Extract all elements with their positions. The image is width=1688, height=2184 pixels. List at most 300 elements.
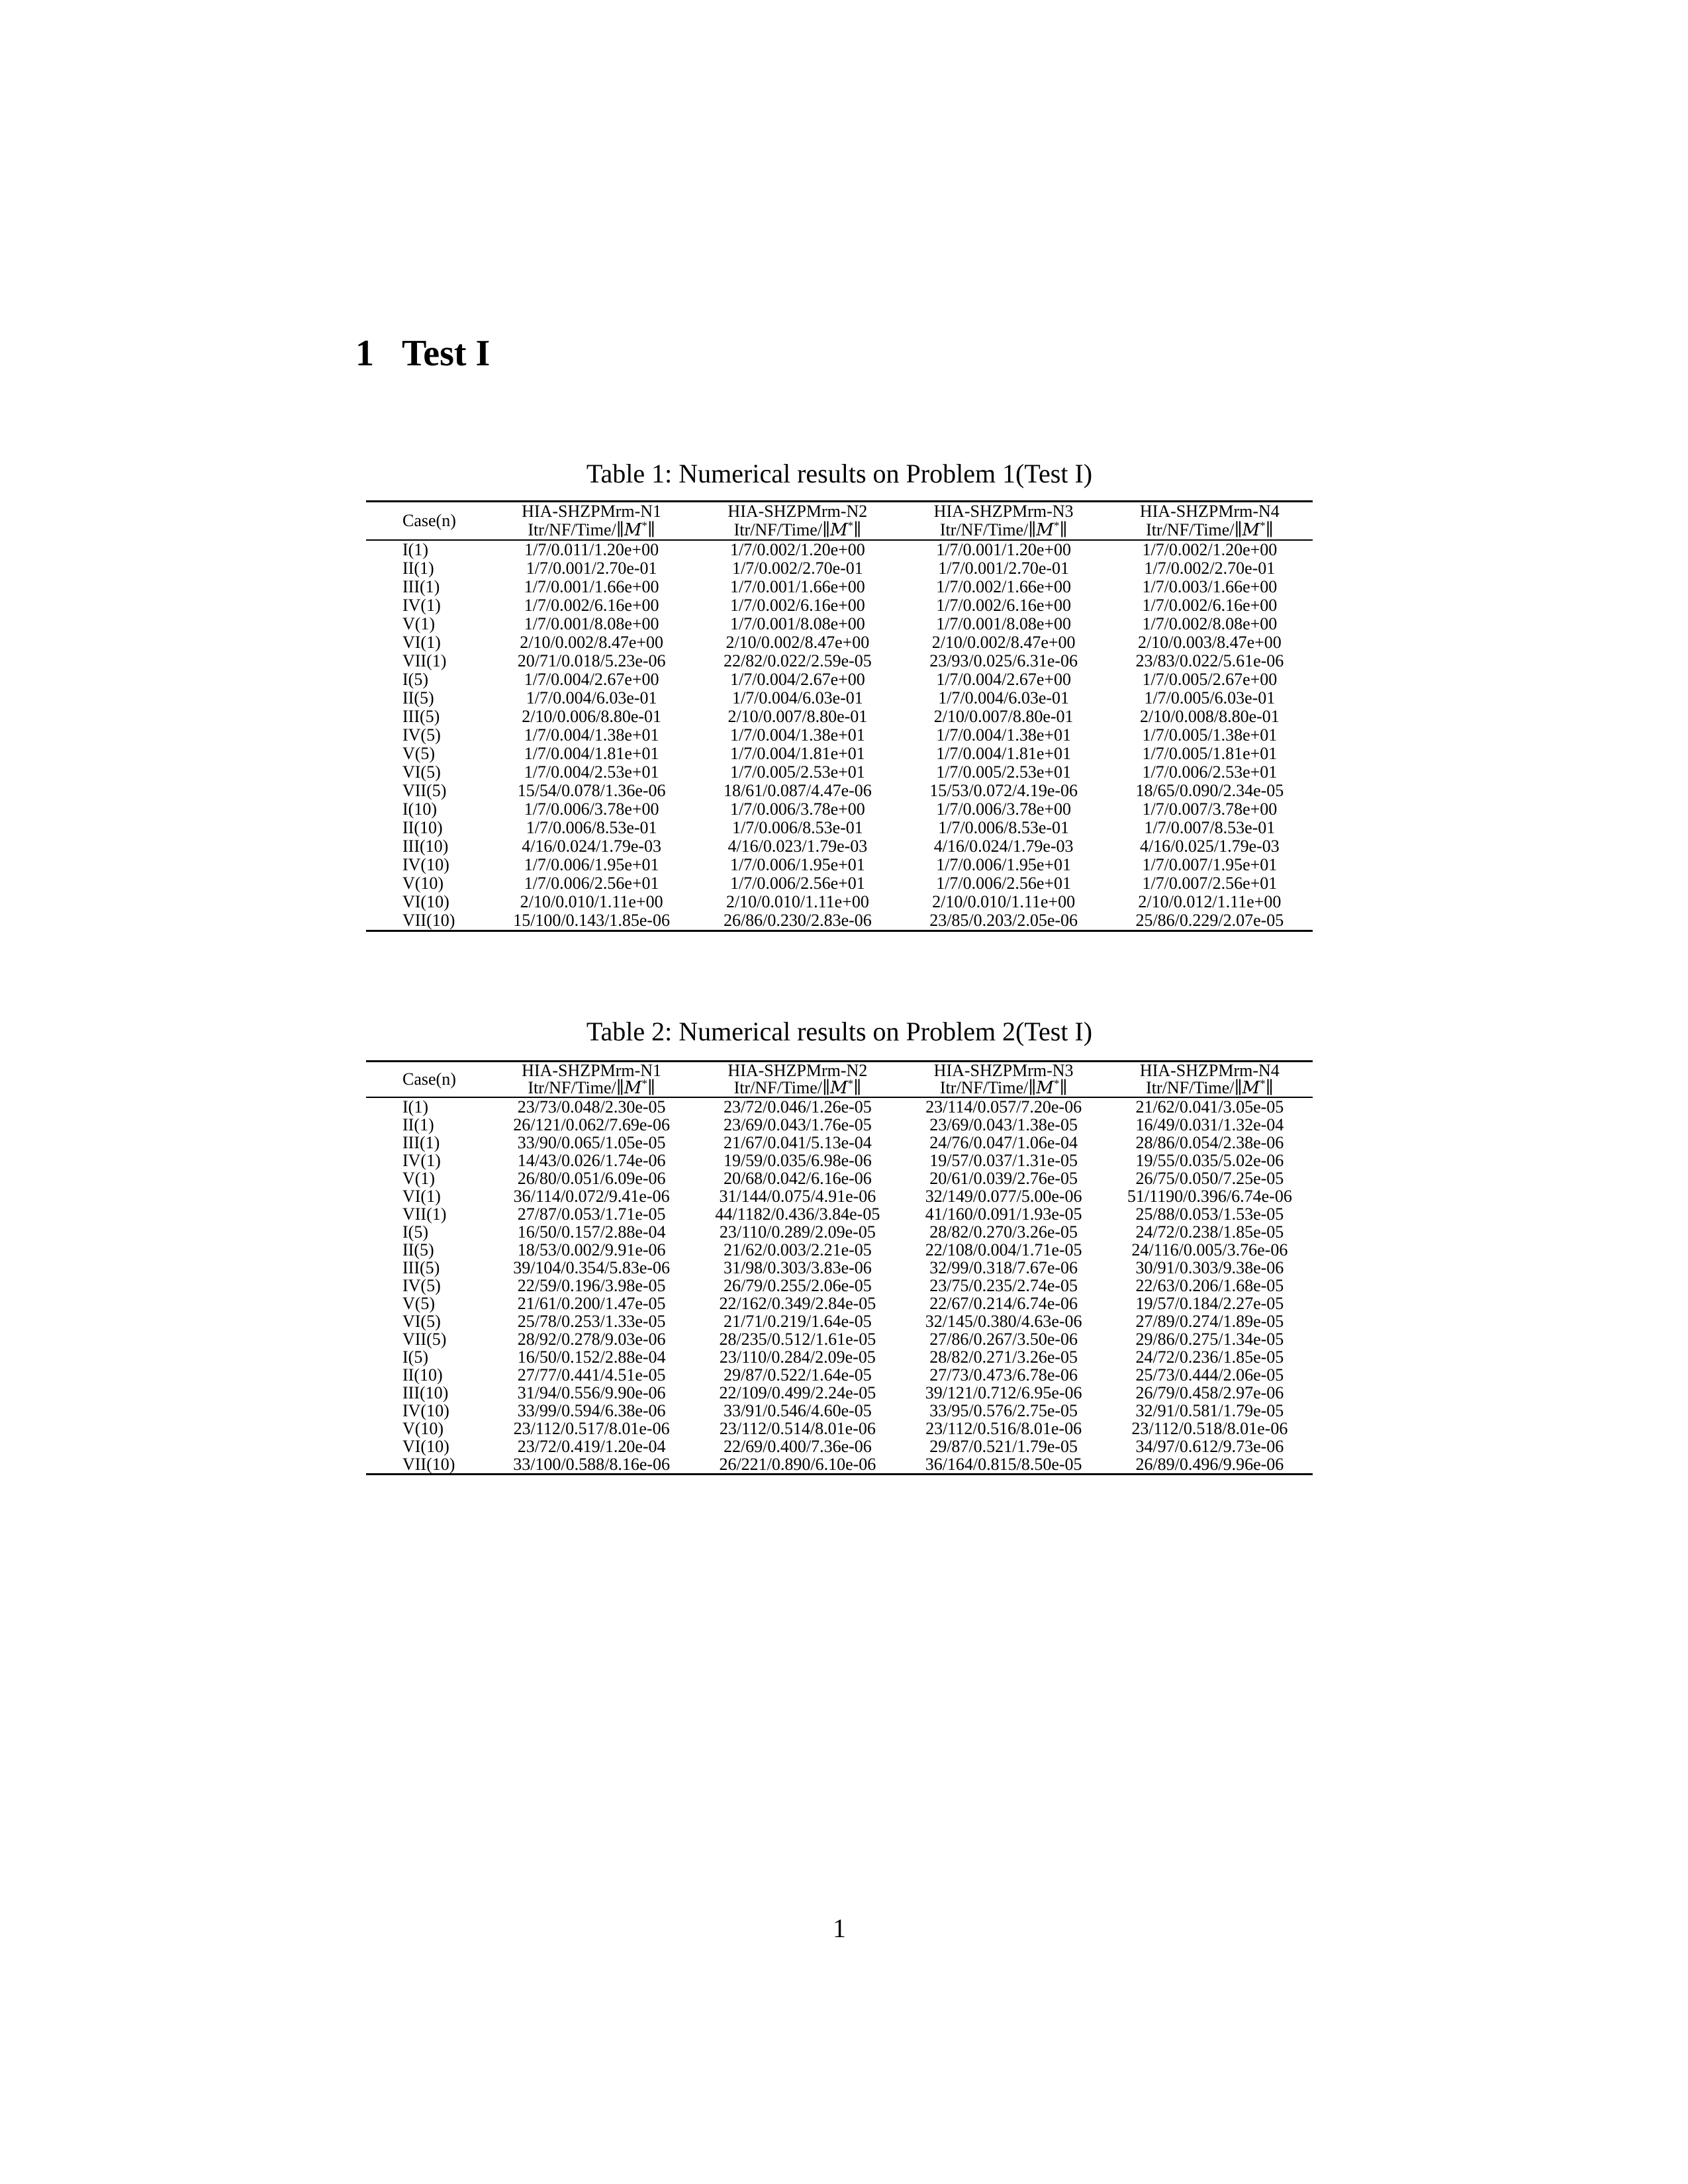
subheader-suffix: ∥ — [1265, 520, 1274, 539]
result-cell: 32/149/0.077/5.00e-06 — [925, 1187, 1082, 1206]
calligraphic-m: M — [830, 520, 848, 540]
result-cell: 22/109/0.499/2.24e-05 — [719, 1383, 876, 1402]
table-row — [366, 745, 1313, 763]
table-row — [366, 1348, 1313, 1366]
case-cell: VII(5) — [402, 1330, 447, 1349]
calligraphic-m: M — [830, 1078, 848, 1098]
result-cell: 1/7/0.006/8.53e-01 — [731, 818, 863, 837]
result-cell: 15/54/0.078/1.36e-06 — [517, 781, 666, 800]
superscript-star: * — [641, 1077, 647, 1090]
metric-subheader — [1107, 521, 1313, 540]
subheader-prefix: Itr/NF/Time/∥ — [528, 520, 624, 539]
result-cell: 33/91/0.546/4.60e-05 — [723, 1401, 872, 1420]
method-header-n2: HIA-SHZPMrm-N2 — [727, 502, 868, 521]
result-cell: 15/53/0.072/4.19e-06 — [929, 781, 1078, 800]
section-heading — [355, 332, 490, 375]
result-cell: 1/7/0.004/2.53e+01 — [524, 762, 659, 782]
result-cell: 31/98/0.303/3.83e-06 — [723, 1258, 872, 1277]
result-cell: 23/73/0.048/2.30e-05 — [517, 1097, 666, 1116]
table-row — [366, 615, 1313, 633]
result-cell: 26/79/0.255/2.06e-05 — [723, 1276, 872, 1295]
metric-subheader — [694, 521, 900, 540]
case-cell: VI(5) — [402, 762, 441, 782]
result-cell: 2/10/0.007/8.80e-01 — [727, 707, 868, 726]
result-cell: 1/7/0.001/1.20e+00 — [936, 540, 1072, 559]
case-cell: V(5) — [402, 744, 436, 763]
table2-body — [366, 1097, 1313, 1475]
result-cell: 24/116/0.005/3.76e-06 — [1131, 1240, 1288, 1259]
result-cell: 1/7/0.002/6.16e+00 — [1142, 596, 1278, 615]
table-row — [366, 578, 1313, 596]
result-cell: 41/160/0.091/1.93e-05 — [925, 1205, 1082, 1224]
case-cell: IV(1) — [402, 1151, 441, 1170]
result-cell: 25/73/0.444/2.06e-05 — [1135, 1365, 1284, 1385]
case-cell: II(1) — [402, 559, 434, 578]
method-header-n4: HIA-SHZPMrm-N4 — [1139, 1061, 1280, 1080]
superscript-star: * — [1053, 1077, 1060, 1090]
result-cell: 32/145/0.380/4.63e-06 — [925, 1312, 1082, 1331]
result-cell: 2/10/0.012/1.11e+00 — [1138, 892, 1282, 911]
case-column-header: Case(n) — [366, 1062, 489, 1098]
calligraphic-m: M — [1242, 1078, 1260, 1098]
result-cell: 34/97/0.612/9.73e-06 — [1135, 1437, 1284, 1456]
case-cell: I(1) — [402, 540, 428, 559]
subheader-prefix: Itr/NF/Time/∥ — [733, 1078, 831, 1097]
result-cell: 1/7/0.007/2.56e+01 — [1142, 874, 1278, 893]
result-cell: 1/7/0.001/1.66e+00 — [729, 577, 865, 596]
result-cell: 1/7/0.002/1.66e+00 — [936, 577, 1072, 596]
case-cell: I(5) — [402, 1347, 428, 1367]
case-cell: VII(10) — [402, 911, 455, 930]
result-cell: 23/110/0.289/2.09e-05 — [719, 1222, 876, 1242]
result-cell: 1/7/0.005/2.53e+01 — [729, 762, 865, 782]
case-cell: IV(5) — [402, 725, 441, 745]
subheader-suffix: ∥ — [1265, 1078, 1274, 1097]
result-cell: 21/67/0.041/5.13e-04 — [723, 1133, 872, 1152]
table-row — [366, 1187, 1313, 1205]
result-cell: 14/43/0.026/1.74e-06 — [517, 1151, 666, 1170]
result-cell: 27/86/0.267/3.50e-06 — [929, 1330, 1078, 1349]
table-row — [366, 837, 1313, 856]
calligraphic-m: M — [1036, 1078, 1054, 1098]
result-cell: 19/55/0.035/5.02e-06 — [1135, 1151, 1284, 1170]
method-header-n2: HIA-SHZPMrm-N2 — [727, 1061, 868, 1080]
result-cell: 26/80/0.051/6.09e-06 — [517, 1169, 666, 1188]
table-row — [366, 1402, 1313, 1420]
result-cell: 23/72/0.046/1.26e-05 — [723, 1097, 872, 1116]
case-cell: III(1) — [402, 577, 440, 596]
table2-caption: Table 2: Numerical results on Problem 2(Test I) — [586, 1017, 1093, 1046]
result-cell: 2/10/0.010/1.11e+00 — [932, 892, 1076, 911]
result-cell: 23/110/0.284/2.09e-05 — [719, 1347, 876, 1367]
result-cell: 23/112/0.518/8.01e-06 — [1131, 1419, 1288, 1438]
table-row — [366, 1277, 1313, 1295]
table-row — [366, 726, 1313, 745]
case-cell: V(5) — [402, 1294, 436, 1313]
case-cell: III(5) — [402, 1258, 440, 1277]
result-cell: 23/75/0.235/2.74e-05 — [929, 1276, 1078, 1295]
method-header-n1: HIA-SHZPMrm-N1 — [522, 1061, 662, 1080]
table-row — [366, 1097, 1313, 1116]
result-cell: 1/7/0.001/1.66e+00 — [524, 577, 659, 596]
case-cell: I(5) — [402, 1222, 428, 1242]
calligraphic-m: M — [624, 520, 642, 540]
table2-header — [366, 1062, 1313, 1098]
result-cell: 39/104/0.354/5.83e-06 — [513, 1258, 671, 1277]
table-row — [366, 1134, 1313, 1152]
result-cell: 2/10/0.010/1.11e+00 — [520, 892, 663, 911]
table-row — [366, 1259, 1313, 1277]
case-cell: V(10) — [402, 874, 444, 893]
case-cell: I(10) — [402, 799, 437, 819]
table-row — [366, 893, 1313, 911]
result-cell: 2/10/0.002/8.47e+00 — [726, 633, 870, 652]
table-row — [366, 1241, 1313, 1259]
subheader-prefix: Itr/NF/Time/∥ — [528, 1078, 624, 1097]
result-cell: 1/7/0.002/8.08e+00 — [1142, 614, 1278, 633]
result-cell: 1/7/0.002/2.70e-01 — [1144, 559, 1276, 578]
case-cell: V(10) — [402, 1419, 444, 1438]
result-cell: 2/10/0.010/1.11e+00 — [726, 892, 869, 911]
case-cell: IV(5) — [402, 1276, 441, 1295]
subheader-suffix: ∥ — [647, 1078, 655, 1097]
case-cell: II(5) — [402, 1240, 434, 1259]
result-cell: 22/59/0.196/3.98e-05 — [517, 1276, 666, 1295]
result-cell: 1/7/0.002/6.16e+00 — [936, 596, 1072, 615]
result-cell: 1/7/0.006/1.95e+01 — [729, 855, 865, 874]
result-cell: 22/162/0.349/2.84e-05 — [719, 1294, 876, 1313]
result-cell: 33/95/0.576/2.75e-05 — [929, 1401, 1078, 1420]
result-cell: 2/10/0.002/8.47e+00 — [931, 633, 1076, 652]
case-column-header: Case(n) — [366, 502, 489, 541]
subheader-suffix: ∥ — [853, 520, 862, 539]
table-row — [366, 800, 1313, 819]
superscript-star: * — [1260, 519, 1266, 532]
case-cell: III(5) — [402, 707, 440, 726]
result-cell: 26/75/0.050/7.25e-05 — [1135, 1169, 1284, 1188]
method-header-n4: HIA-SHZPMrm-N4 — [1139, 502, 1280, 521]
result-cell: 1/7/0.006/8.53e-01 — [526, 818, 657, 837]
table-row — [366, 1295, 1313, 1312]
result-cell: 23/112/0.516/8.01e-06 — [925, 1419, 1082, 1438]
section-number: 1 — [355, 333, 374, 374]
result-cell: 1/7/0.006/2.56e+01 — [936, 874, 1072, 893]
table-row — [366, 670, 1313, 689]
table-row — [366, 652, 1313, 670]
result-cell: 26/89/0.496/9.96e-06 — [1135, 1455, 1284, 1474]
table-row — [366, 1366, 1313, 1384]
table1-body — [366, 540, 1313, 931]
table1 — [366, 500, 1313, 932]
result-cell: 1/7/0.006/2.56e+01 — [524, 874, 659, 893]
result-cell: 31/144/0.075/4.91e-06 — [719, 1187, 876, 1206]
metric-subheader — [901, 1079, 1107, 1097]
method-header-n3: HIA-SHZPMrm-N3 — [933, 1061, 1074, 1080]
method-header-n1: HIA-SHZPMrm-N1 — [522, 502, 662, 521]
case-cell: VII(1) — [402, 651, 447, 670]
case-cell: VI(1) — [402, 633, 441, 652]
result-cell: 1/7/0.004/1.38e+01 — [729, 725, 865, 745]
result-cell: 1/7/0.007/3.78e+00 — [1142, 799, 1278, 819]
result-cell: 1/7/0.001/2.70e-01 — [526, 559, 657, 578]
result-cell: 25/78/0.253/1.33e-05 — [517, 1312, 666, 1331]
result-cell: 16/50/0.152/2.88e-04 — [517, 1347, 666, 1367]
result-cell: 2/10/0.003/8.47e+00 — [1137, 633, 1282, 652]
superscript-star: * — [641, 519, 647, 532]
case-cell: VI(5) — [402, 1312, 441, 1331]
result-cell: 23/85/0.203/2.05e-06 — [929, 911, 1078, 930]
subheader-suffix: ∥ — [647, 520, 655, 539]
result-cell: 4/16/0.024/1.79e-03 — [933, 837, 1074, 856]
case-cell: II(1) — [402, 1115, 434, 1134]
metric-subheader — [489, 521, 694, 540]
result-cell: 1/7/0.005/6.03e-01 — [1144, 688, 1276, 707]
result-cell: 4/16/0.025/1.79e-03 — [1139, 837, 1280, 856]
calligraphic-m: M — [1036, 520, 1054, 540]
result-cell: 24/72/0.238/1.85e-05 — [1135, 1222, 1284, 1242]
metric-subheader — [694, 1079, 900, 1097]
result-cell: 44/1182/0.436/3.84e-05 — [715, 1205, 880, 1224]
result-cell: 1/7/0.005/2.53e+01 — [936, 762, 1072, 782]
result-cell: 2/10/0.006/8.80e-01 — [522, 707, 662, 726]
table2-block — [366, 1018, 1313, 1475]
case-cell: III(10) — [402, 837, 449, 856]
table-row — [366, 1152, 1313, 1169]
result-cell: 21/61/0.200/1.47e-05 — [517, 1294, 666, 1313]
table1-header — [366, 502, 1313, 541]
result-cell: 36/114/0.072/9.41e-06 — [513, 1187, 670, 1206]
result-cell: 1/7/0.004/1.38e+01 — [936, 725, 1072, 745]
result-cell: 28/82/0.271/3.26e-05 — [929, 1347, 1078, 1367]
result-cell: 19/57/0.184/2.27e-05 — [1135, 1294, 1284, 1313]
result-cell: 23/72/0.419/1.20e-04 — [517, 1437, 666, 1456]
result-cell: 33/99/0.594/6.38e-06 — [517, 1401, 666, 1420]
result-cell: 28/86/0.054/2.38e-06 — [1135, 1133, 1284, 1152]
result-cell: 18/65/0.090/2.34e-05 — [1135, 781, 1284, 800]
result-cell: 24/76/0.047/1.06e-04 — [929, 1133, 1078, 1152]
result-cell: 21/62/0.003/2.21e-05 — [723, 1240, 872, 1259]
case-cell: III(10) — [402, 1383, 449, 1402]
case-cell: III(1) — [402, 1133, 440, 1152]
result-cell: 23/112/0.517/8.01e-06 — [513, 1419, 670, 1438]
metric-subheader — [1107, 1079, 1313, 1097]
subheader-prefix: Itr/NF/Time/∥ — [1146, 520, 1243, 539]
result-cell: 31/94/0.556/9.90e-06 — [517, 1383, 666, 1402]
result-cell: 16/50/0.157/2.88e-04 — [517, 1222, 666, 1242]
result-cell: 32/99/0.318/7.67e-06 — [929, 1258, 1078, 1277]
table-row — [366, 782, 1313, 800]
result-cell: 36/164/0.815/8.50e-05 — [925, 1455, 1082, 1474]
result-cell: 16/49/0.031/1.32e-04 — [1135, 1115, 1284, 1134]
table-row — [366, 596, 1313, 615]
table-row — [366, 559, 1313, 578]
result-cell: 33/90/0.065/1.05e-05 — [517, 1133, 666, 1152]
table-row — [366, 1205, 1313, 1223]
table-row — [366, 707, 1313, 726]
case-cell: II(5) — [402, 688, 434, 707]
table1-block — [366, 460, 1313, 932]
result-cell: 20/68/0.042/6.16e-06 — [723, 1169, 872, 1188]
result-cell: 1/7/0.004/2.67e+00 — [936, 670, 1072, 689]
case-cell: IV(10) — [402, 1401, 449, 1420]
table-row — [366, 1437, 1313, 1455]
result-cell: 51/1190/0.396/6.74e-06 — [1127, 1187, 1292, 1206]
result-cell: 27/73/0.473/6.78e-06 — [929, 1365, 1078, 1385]
result-cell: 19/57/0.037/1.31e-05 — [929, 1151, 1078, 1170]
table-row — [366, 819, 1313, 837]
result-cell: 2/10/0.002/8.47e+00 — [520, 633, 664, 652]
result-cell: 23/69/0.043/1.76e-05 — [723, 1115, 872, 1134]
result-cell: 22/63/0.206/1.68e-05 — [1135, 1276, 1284, 1295]
result-cell: 15/100/0.143/1.85e-06 — [513, 911, 671, 930]
result-cell: 1/7/0.006/1.95e+01 — [524, 855, 659, 874]
result-cell: 1/7/0.006/1.95e+01 — [936, 855, 1072, 874]
result-cell: 1/7/0.007/1.95e+01 — [1142, 855, 1278, 874]
subheader-prefix: Itr/NF/Time/∥ — [1146, 1078, 1243, 1097]
result-cell: 23/93/0.025/6.31e-06 — [929, 651, 1078, 670]
superscript-star: * — [847, 519, 854, 532]
result-cell: 25/86/0.229/2.07e-05 — [1135, 911, 1284, 930]
result-cell: 32/91/0.581/1.79e-05 — [1135, 1401, 1284, 1420]
result-cell: 29/86/0.275/1.34e-05 — [1135, 1330, 1284, 1349]
result-cell: 1/7/0.006/3.78e+00 — [729, 799, 865, 819]
table-row — [366, 1384, 1313, 1402]
table-row — [366, 1420, 1313, 1437]
result-cell: 26/86/0.230/2.83e-06 — [723, 911, 872, 930]
result-cell: 1/7/0.011/1.20e+00 — [524, 540, 659, 559]
case-cell: II(10) — [402, 818, 443, 837]
result-cell: 21/71/0.219/1.64e-05 — [723, 1312, 872, 1331]
result-cell: 22/67/0.214/6.74e-06 — [929, 1294, 1078, 1313]
result-cell: 28/235/0.512/1.61e-05 — [719, 1330, 876, 1349]
table-row — [366, 911, 1313, 931]
table-row — [366, 1169, 1313, 1187]
case-cell: VI(10) — [402, 1437, 449, 1456]
result-cell: 27/87/0.053/1.71e-05 — [517, 1205, 666, 1224]
table-row — [366, 1312, 1313, 1330]
result-cell: 18/61/0.087/4.47e-06 — [723, 781, 872, 800]
calligraphic-m: M — [624, 1078, 642, 1098]
table-row — [366, 689, 1313, 707]
result-cell: 1/7/0.003/1.66e+00 — [1142, 577, 1278, 596]
case-cell: VII(10) — [402, 1455, 455, 1474]
result-cell: 22/69/0.400/7.36e-06 — [723, 1437, 872, 1456]
result-cell: 20/61/0.039/2.76e-05 — [929, 1169, 1078, 1188]
result-cell: 1/7/0.002/6.16e+00 — [729, 596, 865, 615]
result-cell: 23/112/0.514/8.01e-06 — [719, 1419, 876, 1438]
result-cell: 1/7/0.004/2.67e+00 — [729, 670, 865, 689]
result-cell: 1/7/0.007/8.53e-01 — [1144, 818, 1276, 837]
result-cell: 23/83/0.022/5.61e-06 — [1135, 651, 1284, 670]
result-cell: 1/7/0.002/1.20e+00 — [1142, 540, 1278, 559]
result-cell: 2/10/0.007/8.80e-01 — [933, 707, 1074, 726]
table-row — [366, 540, 1313, 559]
result-cell: 4/16/0.024/1.79e-03 — [522, 837, 662, 856]
result-cell: 24/72/0.236/1.85e-05 — [1135, 1347, 1284, 1367]
result-cell: 28/92/0.278/9.03e-06 — [517, 1330, 666, 1349]
result-cell: 1/7/0.004/1.81e+01 — [729, 744, 865, 763]
result-cell: 30/91/0.303/9.38e-06 — [1135, 1258, 1284, 1277]
case-cell: IV(1) — [402, 596, 441, 615]
superscript-star: * — [1260, 1077, 1266, 1090]
result-cell: 1/7/0.004/1.38e+01 — [524, 725, 659, 745]
result-cell: 39/121/0.712/6.95e-06 — [925, 1383, 1082, 1402]
table2 — [366, 1060, 1313, 1475]
table-row — [366, 1116, 1313, 1134]
table-row — [366, 1223, 1313, 1241]
superscript-star: * — [1053, 519, 1060, 532]
result-cell: 2/10/0.008/8.80e-01 — [1139, 707, 1280, 726]
result-cell: 26/221/0.890/6.10e-06 — [719, 1455, 876, 1474]
result-cell: 1/7/0.004/1.81e+01 — [524, 744, 659, 763]
case-cell: V(1) — [402, 1169, 436, 1188]
result-cell: 23/114/0.057/7.20e-06 — [925, 1097, 1082, 1116]
result-cell: 23/69/0.043/1.38e-05 — [929, 1115, 1078, 1134]
table-row — [366, 856, 1313, 874]
result-cell: 27/77/0.441/4.51e-05 — [517, 1365, 666, 1385]
result-cell: 1/7/0.005/2.67e+00 — [1142, 670, 1278, 689]
result-cell: 28/82/0.270/3.26e-05 — [929, 1222, 1078, 1242]
result-cell: 22/108/0.004/1.71e-05 — [925, 1240, 1082, 1259]
superscript-star: * — [847, 1077, 854, 1090]
result-cell: 20/71/0.018/5.23e-06 — [517, 651, 666, 670]
case-cell: II(10) — [402, 1365, 443, 1385]
result-cell: 1/7/0.006/2.53e+01 — [1142, 762, 1278, 782]
result-cell: 29/87/0.522/1.64e-05 — [723, 1365, 872, 1385]
case-cell: I(5) — [402, 670, 428, 689]
result-cell: 25/88/0.053/1.53e-05 — [1135, 1205, 1284, 1224]
result-cell: 1/7/0.002/2.70e-01 — [731, 559, 863, 578]
result-cell: 26/121/0.062/7.69e-06 — [513, 1115, 671, 1134]
result-cell: 33/100/0.588/8.16e-06 — [513, 1455, 671, 1474]
result-cell: 1/7/0.004/6.03e-01 — [938, 688, 1070, 707]
result-cell: 21/62/0.041/3.05e-05 — [1135, 1097, 1284, 1116]
result-cell: 1/7/0.004/1.81e+01 — [936, 744, 1072, 763]
result-cell: 22/82/0.022/2.59e-05 — [723, 651, 872, 670]
case-cell: VII(5) — [402, 781, 447, 800]
table1-caption: Table 1: Numerical results on Problem 1(Test I) — [586, 459, 1093, 488]
result-cell: 27/89/0.274/1.89e-05 — [1135, 1312, 1284, 1331]
result-cell: 1/7/0.001/8.08e+00 — [729, 614, 865, 633]
result-cell: 19/59/0.035/6.98e-06 — [723, 1151, 872, 1170]
table-row — [366, 763, 1313, 782]
result-cell: 1/7/0.001/8.08e+00 — [524, 614, 659, 633]
table-row — [366, 874, 1313, 893]
result-cell: 1/7/0.005/1.81e+01 — [1142, 744, 1278, 763]
case-cell: VI(1) — [402, 1187, 441, 1206]
case-cell: V(1) — [402, 614, 436, 633]
result-cell: 29/87/0.521/1.79e-05 — [929, 1437, 1078, 1456]
result-cell: 1/7/0.004/2.67e+00 — [524, 670, 659, 689]
section-title: Test I — [402, 333, 491, 374]
method-header-n3: HIA-SHZPMrm-N3 — [933, 502, 1074, 521]
subheader-prefix: Itr/NF/Time/∥ — [733, 520, 831, 539]
table-row — [366, 1455, 1313, 1475]
subheader-prefix: Itr/NF/Time/∥ — [939, 520, 1037, 539]
table-row — [366, 633, 1313, 652]
result-cell: 1/7/0.006/3.78e+00 — [936, 799, 1072, 819]
metric-subheader — [901, 521, 1107, 540]
result-cell: 1/7/0.005/1.38e+01 — [1142, 725, 1278, 745]
case-cell: IV(10) — [402, 855, 449, 874]
calligraphic-m: M — [1242, 520, 1260, 540]
result-cell: 1/7/0.006/2.56e+01 — [729, 874, 865, 893]
result-cell: 18/53/0.002/9.91e-06 — [517, 1240, 666, 1259]
case-cell: VII(1) — [402, 1205, 447, 1224]
subheader-suffix: ∥ — [853, 1078, 862, 1097]
result-cell: 1/7/0.001/2.70e-01 — [938, 559, 1070, 578]
subheader-suffix: ∥ — [1059, 520, 1068, 539]
